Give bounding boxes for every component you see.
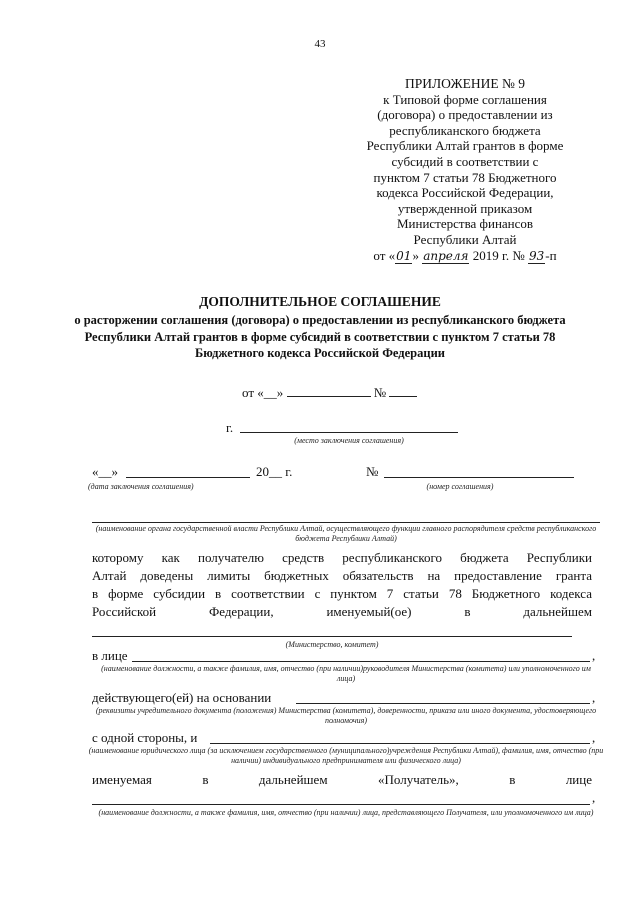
basis-hint: (реквизиты учредительного документа (положения) Министерства (комитета), доверенности, приказа или иного документа, удостоверяющего полномочия) <box>95 706 597 725</box>
number-field[interactable] <box>384 477 574 478</box>
paragraph-line-2: Алтай доведены лимиты бюджетных обязательств на предоставление гранта <box>92 568 592 583</box>
appendix-line: республиканского бюджета <box>389 122 541 138</box>
representative-field[interactable] <box>92 804 590 805</box>
person-label: в лице <box>92 648 128 663</box>
agreement-number-label: № <box>373 385 387 400</box>
recipient-field[interactable] <box>210 743 590 744</box>
page-number: 43 <box>314 38 326 50</box>
document-title: ДОПОЛНИТЕЛЬНОЕ СОГЛАШЕНИЕ <box>199 294 441 309</box>
paragraph-line-1: которому как получателю средств республиканского бюджета Республики <box>92 550 592 565</box>
ministry-hint: (Министерство, комитет) <box>285 640 379 649</box>
appendix-line: утвержденной приказом <box>397 200 533 216</box>
person-hint: (наименование должности, а также фамилия, имя, отчество (при наличии)руководителя Министерства (комитета) или уполномоченного им лица) <box>101 664 591 683</box>
appendix-title: ПРИЛОЖЕНИЕ № 9 <box>404 76 526 91</box>
document-subtitle: о расторжении соглашения (договора) о предоставлении из республиканского бюджета Республики Алтай грантов в форме субсидий в соответствии с пунктом 7 статьи 78 Бюджетного кодекса Российской Федерации <box>74 313 566 360</box>
date-hint: (дата заключения соглашения) <box>88 482 194 491</box>
basis-label: действующего(ей) на основании <box>92 690 272 705</box>
quote-close: » <box>412 247 419 263</box>
comma: , <box>592 730 596 745</box>
appendix-block <box>340 76 590 264</box>
handwritten-number: 93 <box>529 248 545 263</box>
appendix-line: кодекса Российской Федерации, <box>376 185 554 201</box>
appendix-line: Республики Алтай грантов в форме <box>366 138 564 154</box>
place-label: г. <box>226 420 234 435</box>
number-suffix: -п <box>545 247 557 263</box>
place-field[interactable] <box>240 432 458 433</box>
number-label: № <box>366 464 379 479</box>
representative-hint: (наименование должности, а также фамилия, имя, отчество (при наличии) лица, представляющего Получателя, или уполномоченного им лица) <box>98 808 594 817</box>
appendix-line: (договора) о предоставлении из <box>377 107 553 123</box>
comma: , <box>592 790 596 805</box>
place-hint: (место заключения соглашения) <box>294 436 404 445</box>
named-line: именуемая в дальнейшем «Получатель», в лице <box>92 772 592 787</box>
side-label: с одной стороны, и <box>92 730 198 745</box>
recipient-hint: (наименование юридического лица (за исключением государственного (муниципального)учреждения Республики Алтай), фамилия, имя, отчество (при наличии) индивидуального предпринимателя или физического лица) <box>88 746 604 765</box>
year-text: 2019 г. № <box>472 247 525 263</box>
organ-field[interactable] <box>92 522 600 523</box>
agreement-date-prefix: от «__» <box>242 385 284 400</box>
date-day-label: «__» <box>92 464 118 479</box>
date-prefix: от « <box>373 247 396 263</box>
appendix-line: Министерства финансов <box>396 216 534 232</box>
paragraph-line-4: Российской Федерации, именуемый(ое) в дальнейшем <box>92 604 592 619</box>
handwritten-day: 01 <box>396 248 412 263</box>
number-hint: (номер соглашения) <box>426 482 494 491</box>
appendix-line: пунктом 7 статьи 78 Бюджетного <box>373 169 557 185</box>
handwritten-month: апреля <box>423 248 469 263</box>
person-field[interactable] <box>132 661 590 662</box>
month-blank[interactable] <box>287 384 371 397</box>
organ-hint: (наименование органа государственной власти Республики Алтай, осуществляющего функции главного распорядителя средств республиканского бюджета Республики Алтай) <box>95 524 597 543</box>
date-field[interactable] <box>126 477 250 478</box>
appendix-order-date <box>340 248 590 265</box>
basis-field[interactable] <box>296 703 590 704</box>
paragraph-line-3: в форме субсидии в соответствии с пунктом 7 статьи 78 Бюджетного кодекса <box>92 586 592 601</box>
date-year-label: 20__ г. <box>256 464 293 479</box>
comma: , <box>592 648 596 663</box>
number-blank[interactable] <box>389 384 417 397</box>
agreement-date-line <box>242 384 417 401</box>
ministry-field[interactable] <box>92 636 572 637</box>
appendix-line: к Типовой форме соглашения <box>383 91 547 107</box>
comma: , <box>592 690 596 705</box>
appendix-line: Республики Алтай <box>413 231 517 247</box>
appendix-line: субсидий в соответствии с <box>391 153 539 169</box>
